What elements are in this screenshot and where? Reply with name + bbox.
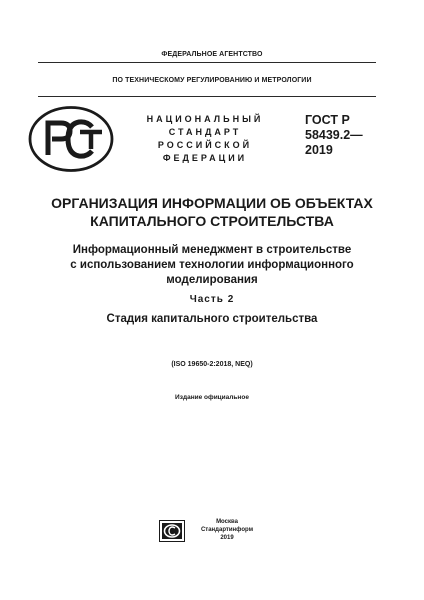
- national-line-4: ФЕДЕРАЦИИ: [162, 153, 248, 163]
- document-title-line-1: ОРГАНИЗАЦИЯ ИНФОРМАЦИИ ОБ ОБЪЕКТАХ: [51, 195, 373, 211]
- header-divider-bottom: [38, 96, 376, 97]
- standard-number: [305, 113, 395, 158]
- national-line-3: РОССИЙСКОЙ: [157, 140, 253, 150]
- gost-prefix: ГОСТ Р: [305, 113, 350, 127]
- publisher-name: Стандартинформ: [200, 527, 254, 533]
- standartinform-emblem-icon: [159, 520, 185, 542]
- gost-year: 2019: [305, 143, 333, 157]
- gost-r-emblem-icon: [28, 105, 114, 173]
- document-title-line-2: КАПИТАЛЬНОГО СТРОИТЕЛЬСТВА: [90, 213, 334, 229]
- document-part: Часть 2: [189, 294, 235, 305]
- publisher-info: [197, 518, 257, 542]
- publisher-city: Москва: [216, 519, 238, 525]
- header-divider-top: [38, 62, 376, 63]
- agency-name: ФЕДЕРАЛЬНОЕ АГЕНТСТВО: [161, 51, 263, 58]
- official-edition-label: Издание официальное: [175, 394, 249, 401]
- gost-number: 58439.2—: [305, 128, 363, 142]
- iso-reference: (ISO 19650-2:2018, NEQ): [171, 361, 253, 368]
- document-subtitle-line-3: моделирования: [166, 274, 258, 286]
- document-subtitle-line-1: Информационный менеджмент в строительстве: [72, 244, 352, 256]
- document-stage-title: Стадия капитального строительства: [106, 313, 318, 325]
- national-line-1: НАЦИОНАЛЬНЫЙ: [146, 114, 264, 124]
- national-standard-label: [140, 113, 270, 165]
- national-line-2: СТАНДАРТ: [168, 127, 242, 137]
- publisher-year: 2019: [220, 535, 234, 541]
- document-subtitle-line-2: с использованием технологии информационного: [70, 259, 354, 271]
- agency-department: ПО ТЕХНИЧЕСКОМУ РЕГУЛИРОВАНИЮ И МЕТРОЛОГИИ: [112, 77, 312, 84]
